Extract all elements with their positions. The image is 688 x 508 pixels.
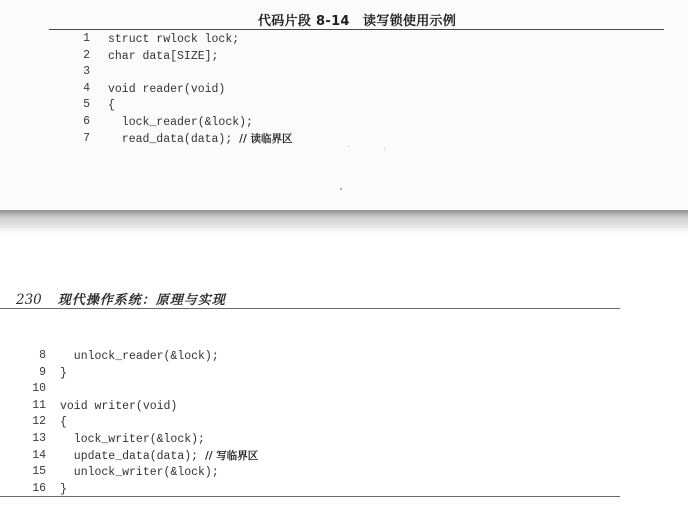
- line-number: 2: [83, 48, 90, 62]
- caption-rule: [49, 29, 664, 30]
- line-number: 15: [32, 465, 46, 479]
- line-number: 4: [83, 81, 90, 95]
- paper-speck: [384, 148, 385, 149]
- page-number: 230: [16, 292, 42, 308]
- book-title: 现代操作系统：原理与实现: [57, 293, 226, 308]
- code-text: unlock_reader(&lock);: [60, 350, 219, 363]
- code-text: update_data(data); // 写临界区: [60, 449, 259, 463]
- code-text: struct rwlock lock;: [108, 33, 240, 46]
- line-number: 9: [39, 365, 46, 379]
- paper-speck: [348, 146, 349, 147]
- page-gutter-shadow: [0, 228, 688, 234]
- upper-page: [0, 0, 688, 210]
- code-text: {: [108, 99, 115, 113]
- code-text: }: [60, 482, 67, 496]
- line-number: 16: [32, 481, 46, 495]
- page-gutter: [0, 210, 688, 228]
- header-rule: [0, 308, 620, 309]
- code-text: }: [60, 366, 67, 380]
- line-number: 7: [83, 131, 90, 145]
- code-snippet-caption: 代码片段 8-14 读写锁使用示例: [258, 14, 457, 29]
- line-number: 5: [83, 98, 90, 112]
- code-text: lock_writer(&lock);: [60, 432, 205, 446]
- code-text: void reader(void): [108, 82, 226, 96]
- running-header: [16, 289, 226, 308]
- line-number: 1: [83, 32, 90, 45]
- code-comment: // 写临界区: [204, 449, 259, 462]
- code-text: char data[SIZE];: [108, 49, 219, 63]
- paper-speck: [340, 188, 342, 190]
- line-number: 6: [83, 114, 90, 128]
- code-text: read_data(data); // 读临界区: [108, 132, 293, 146]
- line-number: 3: [83, 65, 90, 79]
- code-comment: // 读临界区: [239, 132, 293, 145]
- code-text: lock_reader(&lock);: [108, 115, 253, 129]
- code-text: unlock_writer(&lock);: [60, 466, 219, 480]
- code-text: void writer(void): [60, 399, 178, 413]
- line-number: 13: [32, 431, 46, 445]
- line-number: 8: [39, 349, 46, 362]
- code-text: {: [60, 416, 67, 430]
- line-number: 14: [32, 448, 46, 462]
- line-number: 11: [32, 398, 46, 412]
- line-number: 10: [32, 382, 46, 396]
- line-number: 12: [32, 415, 46, 429]
- footer-rule: [0, 496, 620, 497]
